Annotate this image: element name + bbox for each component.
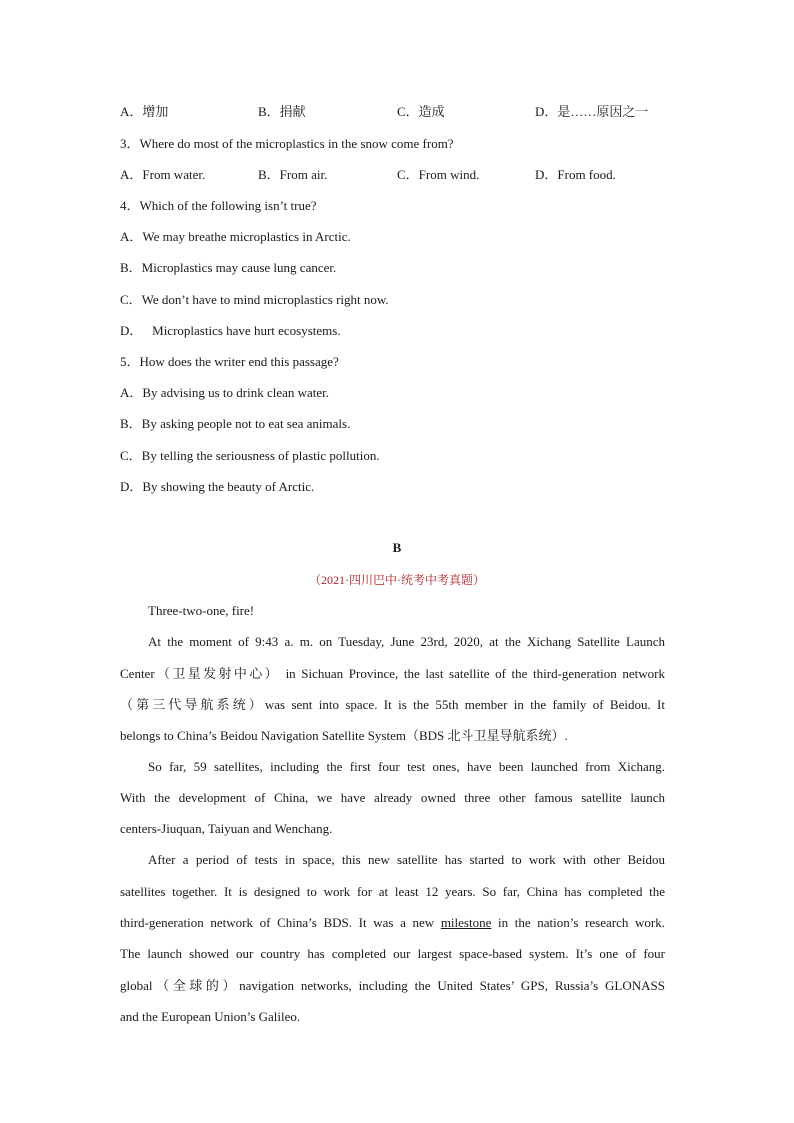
section-title: B	[392, 540, 402, 555]
q5-option-d: D．By showing the beauty of Arctic.	[120, 479, 315, 494]
passage-line: belongs to China’s Beidou Navigation Satellite System（BDS 北斗卫星导航系统）.	[120, 728, 568, 743]
q3-stem: 3．Where do most of the microplastics in the snow come from?	[120, 136, 454, 151]
q3-option-c: C．From wind.	[397, 167, 480, 182]
underlined-word-milestone: milestone	[440, 915, 492, 930]
passage-line: satellites together. It is designed to work for at least 12 years. So far, China has completed the	[120, 884, 665, 899]
q3-option-d: D．From food.	[535, 167, 616, 182]
passage-line: centers-Jiuquan, Taiyuan and Wenchang.	[120, 821, 333, 836]
passage-line: After a period of tests in space, this new satellite has started to work with other Beidou	[148, 852, 665, 867]
source-note: （2021·四川巴中·统考中考真题）	[309, 573, 485, 587]
passage-line: At the moment of 9:43 a. m. on Tuesday, June 23rd, 2020, at the Xichang Satellite Launch	[148, 634, 665, 649]
passage-line-milestone	[120, 914, 665, 932]
passage-text: third-generation network of China’s BDS. It was a new	[120, 915, 441, 930]
q4-option-c: C．We don’t have to mind microplastics right now.	[120, 292, 389, 307]
q2-option-c: C．造成	[397, 104, 445, 119]
q2-option-d: D．是……原因之一	[535, 104, 649, 119]
q4-option-a: A．We may breathe microplastics in Arctic.	[120, 229, 351, 244]
passage-line: The launch showed our country has completed our largest space-based system. It’s one of four	[120, 946, 665, 961]
q3-option-a: A．From water.	[120, 167, 206, 182]
q4-option-d: D． Microplastics have hurt ecosystems.	[120, 323, 341, 338]
passage-text: in the nation’s research work.	[491, 915, 665, 930]
q5-option-a: A．By advising us to drink clean water.	[120, 385, 330, 400]
q3-option-b: B．From air.	[258, 167, 328, 182]
q4-option-b: B．Microplastics may cause lung cancer.	[120, 260, 337, 275]
passage-line: Three-two-one, fire!	[148, 603, 255, 618]
q5-option-c: C．By telling the seriousness of plastic pollution.	[120, 448, 380, 463]
passage-line: Center（卫星发射中心） in Sichuan Province, the last satellite of the third-generation network	[120, 666, 665, 681]
q4-stem: 4．Which of the following isn’t true?	[120, 198, 317, 213]
passage-line: global（全球的）navigation networks, including the United States’ GPS, Russia’s GLONASS	[120, 978, 665, 993]
q5-option-b: B．By asking people not to eat sea animals.	[120, 416, 351, 431]
passage-line: So far, 59 satellites, including the first four test ones, have been launched from Xichang.	[148, 759, 665, 774]
q2-option-a: A．增加	[120, 104, 169, 119]
passage-line: With the development of China, we have already owned three other famous satellite launch	[120, 790, 665, 805]
q2-option-b: B．捐献	[258, 104, 306, 119]
q5-stem: 5．How does the writer end this passage?	[120, 354, 339, 369]
passage-line: and the European Union’s Galileo.	[120, 1009, 301, 1024]
passage-line: （第三代导航系统）was sent into space. It is the 55th member in the family of Beidou. It	[120, 697, 665, 712]
